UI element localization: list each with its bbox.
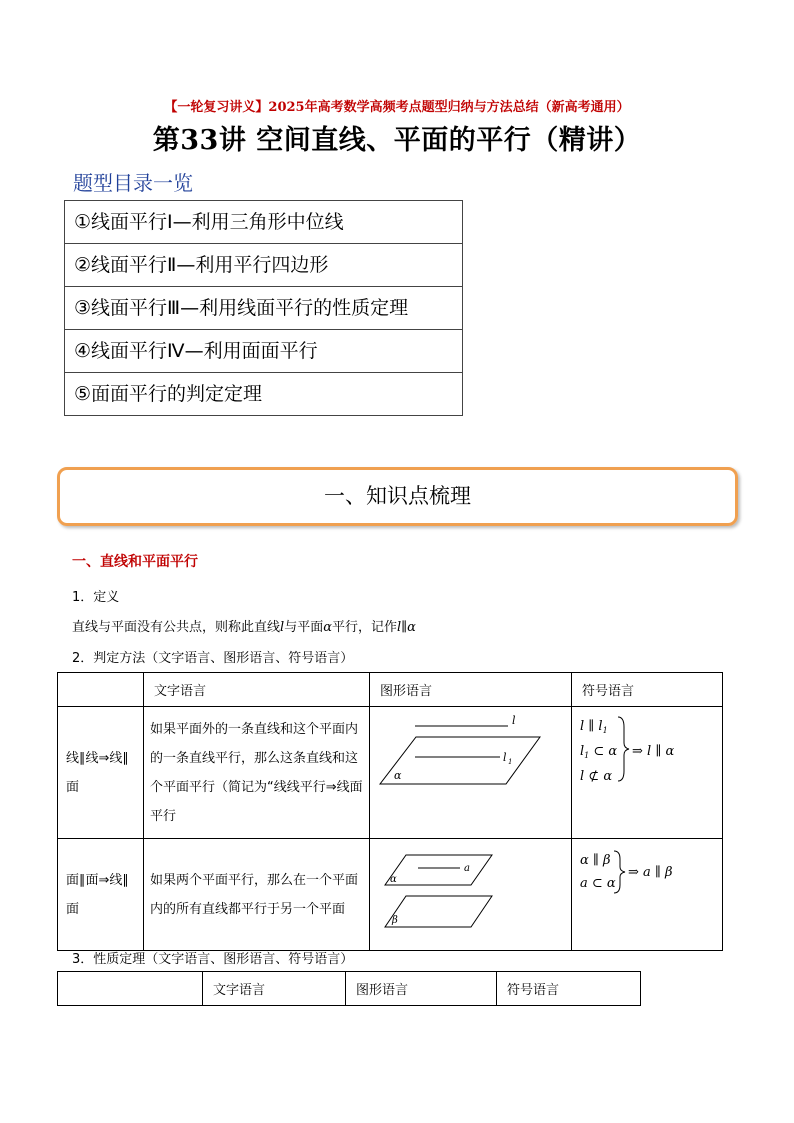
svg-text:l1 ⊂ α: $l_1$ ⊂ α xyxy=(580,744,618,760)
section-heading: 一、直线和平面平行 xyxy=(72,554,198,570)
table-row xyxy=(58,707,723,839)
definition-label: 1．定义 xyxy=(72,590,120,605)
table-header-cell: 符号语言 xyxy=(497,972,641,1006)
section-banner: 一、知识点梳理 xyxy=(57,467,738,526)
svg-text:α ∥ β: α ∥ β xyxy=(580,853,611,868)
toc-item-4[interactable]: ④线面平行Ⅳ—利用面面平行 xyxy=(65,330,463,373)
table-header-cell xyxy=(58,972,203,1006)
toc-item-2[interactable]: ②线面平行Ⅱ—利用平行四边形 xyxy=(65,244,463,287)
row-symbols xyxy=(572,707,723,839)
svg-text:α: α xyxy=(390,874,397,885)
table-header-cell: 文字语言 xyxy=(144,673,370,707)
svg-text:⇒ a ∥ β: ⇒ a ∥ β xyxy=(628,865,673,880)
table-row xyxy=(58,839,723,951)
svg-text:⇒ l ∥ α: ⇒ l ∥ α xyxy=(632,744,675,759)
toc-item-5[interactable]: ⑤面面平行的判定定理 xyxy=(65,373,463,416)
table-header-cell: 图形语言 xyxy=(370,673,572,707)
property-table xyxy=(57,971,641,1006)
svg-text:l: l xyxy=(503,751,507,764)
document-subtitle: 【一轮复习讲义】2025年高考数学高频考点题型归纳与方法总结（新高考通用） xyxy=(164,100,630,115)
svg-text:a: a xyxy=(464,863,470,874)
definition-text: 直线与平面没有公共点，则称此直线l与平面α平行，记作l∥α xyxy=(72,620,416,635)
table-header-cell: 符号语言 xyxy=(572,673,723,707)
symbol-expression xyxy=(572,839,722,946)
svg-text:l ⊄ α: l ⊄ α xyxy=(580,769,613,784)
criteria-table xyxy=(57,672,723,951)
svg-text:l: l xyxy=(512,714,516,727)
page-title: 第33讲 空间直线、平面的平行（精讲） xyxy=(152,125,642,156)
row-label: 线∥线⇒线∥ 面 xyxy=(58,707,144,839)
table-header-row xyxy=(58,673,723,707)
table-header-cell xyxy=(58,673,144,707)
property-label: 3．性质定理（文字语言、图形语言、符号语言） xyxy=(72,952,354,967)
svg-text:a ⊂ α: a ⊂ α xyxy=(580,876,616,891)
toc-table xyxy=(64,200,463,416)
symbol-expression xyxy=(572,707,722,834)
row-figure xyxy=(370,707,572,839)
row-symbols xyxy=(572,839,723,951)
table-header-cell: 图形语言 xyxy=(346,972,497,1006)
row-description: 如果两个平面平行，那么在一个平面内的所有直线都平行于另一个平面 xyxy=(144,839,370,951)
method-label: 2．判定方法（文字语言、图形语言、符号语言） xyxy=(72,651,354,666)
toc-heading: 题型目录一览 xyxy=(73,171,193,195)
row-figure xyxy=(370,839,572,951)
svg-text:1: 1 xyxy=(508,758,513,766)
row-label: 面∥面⇒线∥ 面 xyxy=(58,839,144,951)
line-plane-parallel-figure xyxy=(370,707,570,834)
table-header-cell: 文字语言 xyxy=(203,972,346,1006)
svg-text:β: β xyxy=(392,915,398,926)
svg-text:α: α xyxy=(394,769,402,782)
toc-item-3[interactable]: ③线面平行Ⅲ—利用线面平行的性质定理 xyxy=(65,287,463,330)
svg-text:l ∥ l1: l ∥ $l_1$ xyxy=(580,719,608,735)
plane-plane-parallel-figure xyxy=(370,839,570,946)
row-description: 如果平面外的一条直线和这个平面内的一条直线平行，那么这条直线和这个平面平行（简记为“线线平行⇒线面平行 xyxy=(144,707,370,839)
toc-item-1[interactable]: ①线面平行Ⅰ—利用三角形中位线 xyxy=(65,201,463,244)
table-header-row xyxy=(58,972,641,1006)
